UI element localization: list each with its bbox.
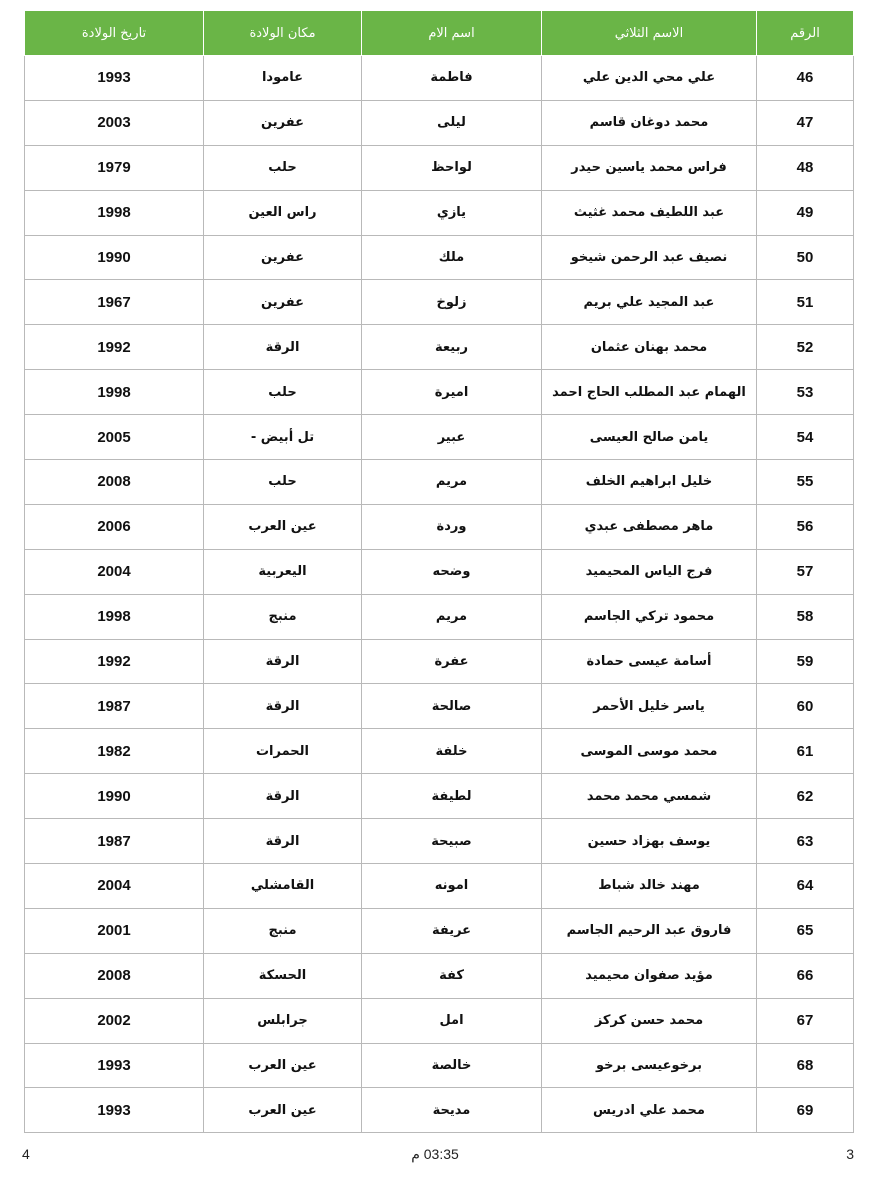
cell-mother-name: مديحة (362, 1088, 542, 1133)
cell-birth-place: حلب (204, 145, 362, 190)
names-table (24, 10, 854, 1133)
cell-number: 46 (757, 56, 854, 101)
table-header (25, 11, 854, 56)
table-row (25, 998, 854, 1043)
cell-birth-place: عفرين (204, 280, 362, 325)
cell-full-name: محمد حسن كركز (542, 998, 757, 1043)
cell-mother-name: امونه (362, 864, 542, 909)
cell-full-name: فراس محمد ياسين حيدر (542, 145, 757, 190)
cell-birth-date: 1990 (25, 774, 204, 819)
cell-birth-place: عين العرب (204, 504, 362, 549)
cell-full-name: برخوعيسى برخو (542, 1043, 757, 1088)
cell-birth-date: 2002 (25, 998, 204, 1043)
cell-birth-place: الرقة (204, 774, 362, 819)
cell-number: 63 (757, 819, 854, 864)
cell-birth-date: 1992 (25, 325, 204, 370)
cell-birth-date: 1998 (25, 370, 204, 415)
cell-birth-date: 1992 (25, 639, 204, 684)
cell-number: 62 (757, 774, 854, 819)
cell-number: 61 (757, 729, 854, 774)
cell-full-name: محمد بهنان عثمان (542, 325, 757, 370)
cell-birth-date: 1993 (25, 56, 204, 101)
table-body (25, 56, 854, 1133)
cell-number: 48 (757, 145, 854, 190)
cell-mother-name: ليلى (362, 100, 542, 145)
cell-mother-name: فاطمة (362, 56, 542, 101)
cell-birth-place: الرقة (204, 684, 362, 729)
cell-birth-date: 1982 (25, 729, 204, 774)
cell-birth-date: 1993 (25, 1088, 204, 1133)
cell-full-name: خليل ابراهيم الخلف (542, 460, 757, 505)
table-row (25, 235, 854, 280)
table-row (25, 280, 854, 325)
cell-full-name: فاروق عبد الرحيم الجاسم (542, 908, 757, 953)
cell-mother-name: وردة (362, 504, 542, 549)
cell-full-name: مهند خالد شباط (542, 864, 757, 909)
cell-full-name: فرج الياس المحيميد (542, 549, 757, 594)
header-birth-date: تاريخ الولادة (25, 11, 204, 56)
cell-full-name: علي محي الدين علي (542, 56, 757, 101)
cell-number: 60 (757, 684, 854, 729)
cell-number: 54 (757, 415, 854, 460)
cell-birth-place: اليعربية (204, 549, 362, 594)
cell-birth-date: 1998 (25, 190, 204, 235)
cell-mother-name: مريم (362, 460, 542, 505)
cell-full-name: محمد علي ادريس (542, 1088, 757, 1133)
cell-mother-name: ملك (362, 235, 542, 280)
cell-full-name: عبد اللطيف محمد غثيث (542, 190, 757, 235)
cell-number: 49 (757, 190, 854, 235)
cell-full-name: محمود تركي الجاسم (542, 594, 757, 639)
cell-mother-name: لطيفة (362, 774, 542, 819)
cell-full-name: ماهر مصطفى عبدي (542, 504, 757, 549)
cell-number: 69 (757, 1088, 854, 1133)
cell-mother-name: كفة (362, 953, 542, 998)
table-row (25, 190, 854, 235)
cell-birth-date: 1967 (25, 280, 204, 325)
cell-full-name: عبد المجيد علي بريم (542, 280, 757, 325)
footer-timestamp: 03:35 م (411, 1146, 459, 1162)
cell-number: 55 (757, 460, 854, 505)
cell-birth-date: 2001 (25, 908, 204, 953)
cell-mother-name: مريم (362, 594, 542, 639)
cell-number: 52 (757, 325, 854, 370)
cell-full-name: شمسي محمد محمد (542, 774, 757, 819)
cell-birth-place: الرقة (204, 639, 362, 684)
cell-number: 64 (757, 864, 854, 909)
cell-birth-place: عفرين (204, 100, 362, 145)
table-row (25, 325, 854, 370)
header-full-name: الاسم الثلاثي (542, 11, 757, 56)
cell-birth-place: منبج (204, 594, 362, 639)
cell-full-name: يوسف بهزاد حسين (542, 819, 757, 864)
cell-mother-name: عفرة (362, 639, 542, 684)
cell-birth-place: عين العرب (204, 1088, 362, 1133)
cell-birth-place: الحمرات (204, 729, 362, 774)
table-row (25, 684, 854, 729)
cell-birth-date: 1979 (25, 145, 204, 190)
cell-birth-date: 1998 (25, 594, 204, 639)
cell-mother-name: خالصة (362, 1043, 542, 1088)
cell-birth-date: 2004 (25, 864, 204, 909)
table-row (25, 145, 854, 190)
table-row (25, 415, 854, 460)
header-row (25, 11, 854, 56)
cell-mother-name: عبير (362, 415, 542, 460)
cell-full-name: مؤيد صفوان محيميد (542, 953, 757, 998)
cell-birth-date: 1990 (25, 235, 204, 280)
cell-mother-name: خلفة (362, 729, 542, 774)
cell-birth-date: 2008 (25, 460, 204, 505)
cell-full-name: نصيف عبد الرحمن شيخو (542, 235, 757, 280)
cell-birth-date: 2006 (25, 504, 204, 549)
cell-birth-place: تل أبيض - (204, 415, 362, 460)
footer-left-page-number: 4 (22, 1146, 30, 1162)
table-row (25, 100, 854, 145)
table-row (25, 774, 854, 819)
header-number: الرقم (757, 11, 854, 56)
cell-birth-place: راس العين (204, 190, 362, 235)
cell-number: 50 (757, 235, 854, 280)
cell-full-name: يامن صالح العيسى (542, 415, 757, 460)
footer-right-page-number: 3 (846, 1146, 854, 1162)
table-row (25, 56, 854, 101)
cell-number: 59 (757, 639, 854, 684)
table-row (25, 1088, 854, 1133)
cell-birth-date: 2005 (25, 415, 204, 460)
document-page (24, 10, 853, 1133)
cell-full-name: الهمام عبد المطلب الحاج احمد (542, 370, 757, 415)
cell-mother-name: لواحظ (362, 145, 542, 190)
table-row (25, 729, 854, 774)
cell-birth-place: القامشلي (204, 864, 362, 909)
cell-mother-name: يازي (362, 190, 542, 235)
table-row (25, 549, 854, 594)
cell-birth-date: 1987 (25, 684, 204, 729)
table-row (25, 1043, 854, 1088)
cell-birth-place: عين العرب (204, 1043, 362, 1088)
cell-birth-date: 1993 (25, 1043, 204, 1088)
cell-birth-place: عامودا (204, 56, 362, 101)
table-row (25, 908, 854, 953)
cell-number: 47 (757, 100, 854, 145)
cell-birth-date: 2004 (25, 549, 204, 594)
cell-birth-place: منبج (204, 908, 362, 953)
cell-full-name: أسامة عيسى حمادة (542, 639, 757, 684)
cell-mother-name: اميرة (362, 370, 542, 415)
cell-number: 56 (757, 504, 854, 549)
cell-number: 65 (757, 908, 854, 953)
cell-birth-place: حلب (204, 370, 362, 415)
cell-full-name: محمد موسى الموسى (542, 729, 757, 774)
table-row (25, 953, 854, 998)
cell-mother-name: امل (362, 998, 542, 1043)
cell-full-name: ياسر خليل الأحمر (542, 684, 757, 729)
cell-mother-name: ربيعة (362, 325, 542, 370)
table-row (25, 639, 854, 684)
cell-birth-place: عفرين (204, 235, 362, 280)
table-row (25, 864, 854, 909)
cell-birth-place: الرقة (204, 819, 362, 864)
cell-birth-date: 2003 (25, 100, 204, 145)
cell-number: 58 (757, 594, 854, 639)
table-row (25, 819, 854, 864)
table-row (25, 594, 854, 639)
page-footer (0, 1146, 870, 1166)
cell-birth-date: 1987 (25, 819, 204, 864)
cell-mother-name: صبيحة (362, 819, 542, 864)
cell-number: 57 (757, 549, 854, 594)
cell-birth-place: الرقة (204, 325, 362, 370)
cell-birth-place: الحسكة (204, 953, 362, 998)
cell-number: 67 (757, 998, 854, 1043)
cell-number: 53 (757, 370, 854, 415)
cell-birth-place: جرابلس (204, 998, 362, 1043)
table-row (25, 460, 854, 505)
cell-birth-date: 2008 (25, 953, 204, 998)
cell-mother-name: وضحه (362, 549, 542, 594)
header-mother-name: اسم الام (362, 11, 542, 56)
cell-birth-place: حلب (204, 460, 362, 505)
cell-mother-name: عريفة (362, 908, 542, 953)
cell-mother-name: صالحة (362, 684, 542, 729)
cell-mother-name: زلوخ (362, 280, 542, 325)
table-row (25, 370, 854, 415)
cell-full-name: محمد دوغان قاسم (542, 100, 757, 145)
table-row (25, 504, 854, 549)
cell-number: 68 (757, 1043, 854, 1088)
header-birth-place: مكان الولادة (204, 11, 362, 56)
cell-number: 51 (757, 280, 854, 325)
cell-number: 66 (757, 953, 854, 998)
